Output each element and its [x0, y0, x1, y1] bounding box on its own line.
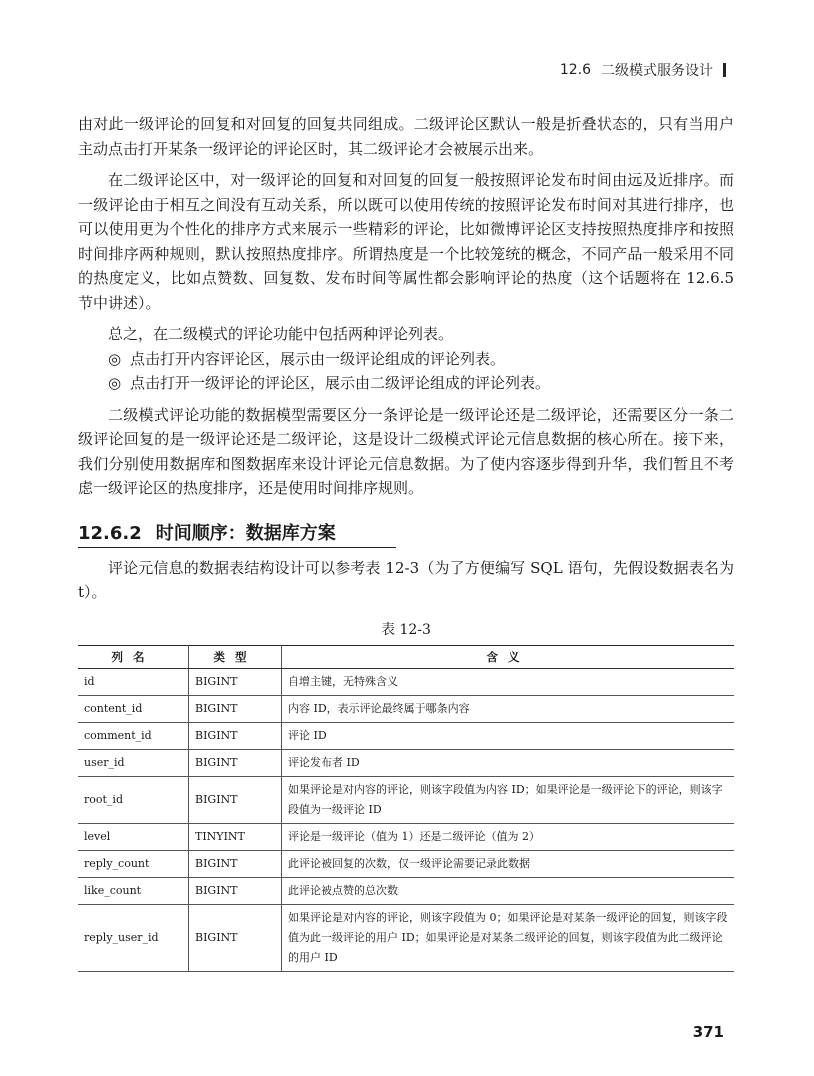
table-row: [78, 776, 734, 823]
cell-meaning: 自增主键，无特殊含义: [282, 668, 735, 695]
section-title: 时间顺序：数据库方案: [155, 522, 336, 544]
paragraph-2: 在二级评论区中，对一级评论的回复和对回复的回复一般按照评论发布时间由远及近排序。而一级评论由于相互之间没有互动关系，所以既可以使用传统的按照评论发布时间对其进行排序，也可以使用更为个性化的排序方式来展示一些精彩的评论，比如微博评论区支持按照热度排序和按照时间排序两种规则，默认按照热度排序。所谓热度是一个比较笼统的概念，不同产品一般采用不同的热度定义，比如点赞数、回复数、发布时间等属性都会影响评论的热度（这个话题将在 12.6.5 节中讲述）。: [78, 171, 734, 312]
cell-column-name: root_id: [78, 776, 189, 823]
header-section-number: 12.6: [559, 62, 591, 78]
cell-column-name: id: [78, 668, 189, 695]
cell-type: TINYINT: [189, 823, 282, 850]
cell-meaning: 内容 ID，表示评论最终属于哪条内容: [282, 695, 735, 722]
cell-type: BIGINT: [189, 722, 282, 749]
cell-column-name: level: [78, 823, 189, 850]
cell-type: BIGINT: [189, 850, 282, 877]
cell-type: BIGINT: [189, 695, 282, 722]
section-heading: [78, 519, 396, 548]
cell-column-name: comment_id: [78, 722, 189, 749]
paragraph-3: 总之，在二级模式的评论功能中包括两种评论列表。: [108, 325, 454, 343]
table-row: [78, 904, 734, 971]
bullet-mark-icon: ◎: [108, 374, 122, 392]
schema-table: [78, 645, 734, 972]
table-header-row: [78, 645, 734, 668]
page-body: [78, 112, 734, 972]
table-row: [78, 850, 734, 877]
paragraph-1: 由对此一级评论的回复和对回复的回复共同组成。二级评论区默认一般是折叠状态的，只有当用户主动点击打开某条一级评论的评论区时，其二级评论才会被展示出来。: [78, 115, 734, 158]
cell-column-name: user_id: [78, 749, 189, 776]
cell-column-name: reply_user_id: [78, 904, 189, 971]
bullet-text-1: 点击打开内容评论区，展示由一级评论组成的评论列表。: [130, 349, 506, 368]
bullet-mark-icon: ◎: [108, 349, 122, 368]
table-row: [78, 877, 734, 904]
table-row: [78, 722, 734, 749]
cell-meaning: 如果评论是对内容的评论，则该字段值为内容 ID；如果评论是一级评论下的评论，则该字段值为一级评论 ID: [282, 776, 735, 823]
cell-type: BIGINT: [189, 904, 282, 971]
table-row: [78, 695, 734, 722]
cell-column-name: like_count: [78, 877, 189, 904]
table-caption: 表 12-3: [381, 621, 431, 638]
header-column-name: 列名: [78, 645, 189, 668]
header-type: 类型: [189, 645, 282, 668]
cell-meaning: 如果评论是对内容的评论，则该字段值为 0；如果评论是对某条一级评论的回复，则该字段值为此一级评论的用户 ID；如果评论是对某条二级评论的回复，则该字段值为此二级评论的用户 ID: [282, 904, 735, 971]
table-row: [78, 668, 734, 695]
table-row: [78, 749, 734, 776]
bullet-item-1: [108, 347, 734, 372]
cell-type: BIGINT: [189, 877, 282, 904]
cell-column-name: reply_count: [78, 850, 189, 877]
cell-meaning: 此评论被回复的次数，仅一级评论需要记录此数据: [282, 850, 735, 877]
cell-meaning: 评论是一级评论（值为 1）还是二级评论（值为 2）: [282, 823, 735, 850]
header-section-title: 二级模式服务设计: [601, 63, 713, 79]
paragraph-4: 二级模式评论功能的数据模型需要区分一条评论是一级评论还是二级评论，还需要区分一条二级评论回复的是一级评论还是二级评论，这是设计二级模式评论元信息数据的核心所在。接下来，我们分别使用数据库和图数据库来设计评论元信息数据。为了使内容逐步得到升华，我们暂且不考虑一级评论区的热度排序，还是使用时间排序规则。: [78, 405, 734, 497]
cell-type: BIGINT: [189, 776, 282, 823]
paragraph-5: 评论元信息的数据表结构设计可以参考表 12-3（为了方便编写 SQL 语句，先假设数据表名为 t）。: [78, 558, 734, 601]
header-bar: [723, 63, 726, 77]
header-meaning: 含义: [282, 645, 735, 668]
cell-type: BIGINT: [189, 668, 282, 695]
cell-meaning: 此评论被点赞的总次数: [282, 877, 735, 904]
section-number: 12.6.2: [78, 522, 142, 544]
cell-meaning: 评论发布者 ID: [282, 749, 735, 776]
running-header: [560, 60, 726, 80]
cell-type: BIGINT: [189, 749, 282, 776]
cell-column-name: content_id: [78, 695, 189, 722]
bullet-text-2: 点击打开一级评论的评论区，展示由二级评论组成的评论列表。: [130, 374, 551, 392]
page-number: 371: [692, 1023, 724, 1041]
table-row: [78, 823, 734, 850]
bullet-item-2: [108, 371, 734, 396]
cell-meaning: 评论 ID: [282, 722, 735, 749]
